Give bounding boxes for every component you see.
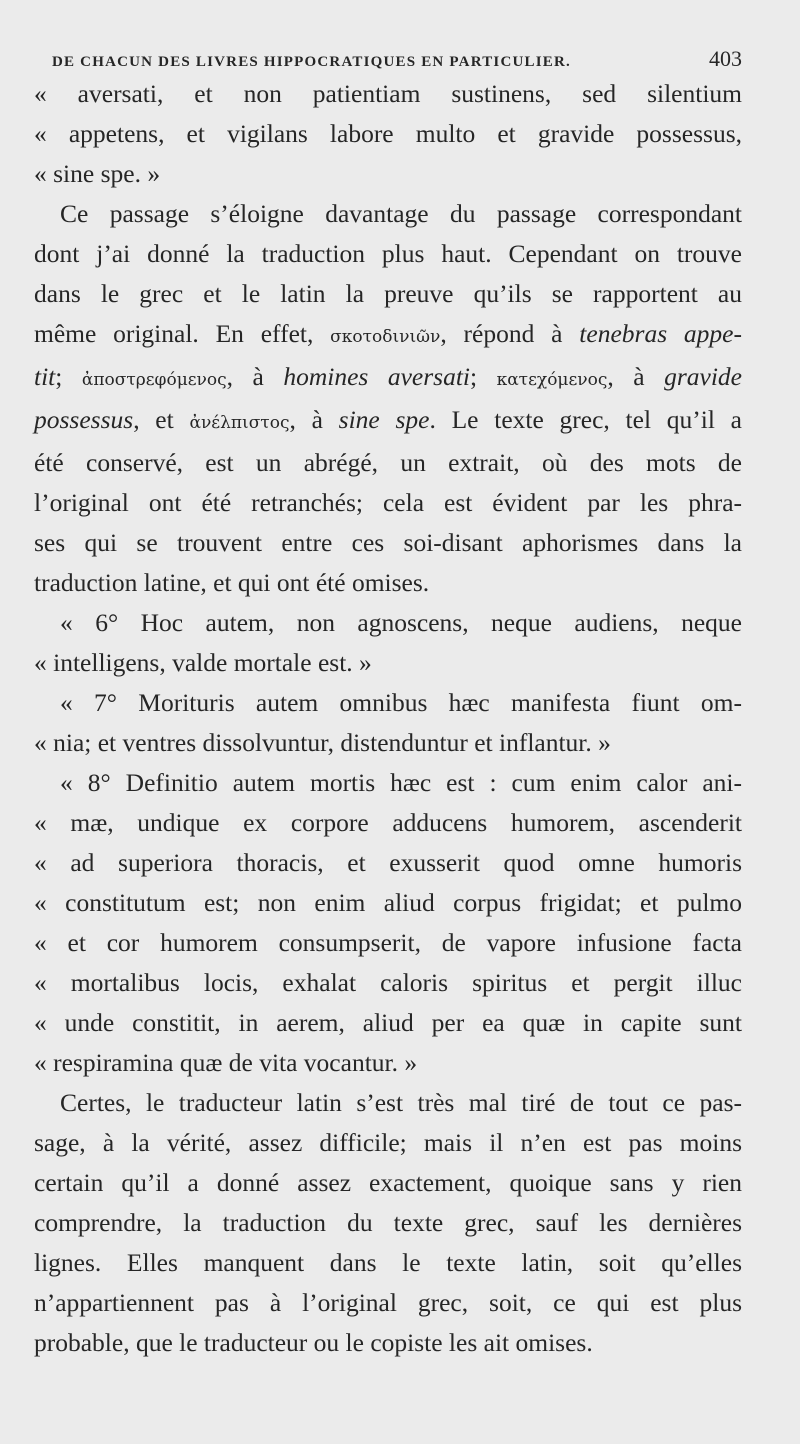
text-run: , à xyxy=(226,362,284,391)
text-line xyxy=(34,443,742,483)
text-run: probable, que le traducteur ou le copiste les ait omises. xyxy=(34,1328,593,1357)
text-line xyxy=(34,114,742,154)
text-run: lignes. Elles manquent dans le texte latin, soit qu’elles xyxy=(34,1248,742,1277)
text-line xyxy=(34,1243,742,1283)
text-run: ses qui se trouvent entre ces soi-disant aphorismes dans la xyxy=(34,528,742,557)
text-line xyxy=(34,763,742,803)
text-run: « mortalibus locis, exhalat caloris spiritus et pergit illuc xyxy=(34,968,742,997)
italic-text: gravide xyxy=(664,362,742,391)
page-number: 403 xyxy=(709,46,742,71)
greek-word: κατεχόμενος xyxy=(496,370,608,390)
text-line xyxy=(34,194,742,234)
text-run: « nia; et ventres dissolvuntur, distenduntur et inflantur. » xyxy=(34,728,611,757)
text-run: « aversati, et non patientiam sustinens, sed silentium xyxy=(34,79,742,108)
text-line xyxy=(34,357,742,400)
text-line xyxy=(34,483,742,523)
italic-text: tit xyxy=(34,362,56,391)
text-run: « sine spe. » xyxy=(34,159,161,188)
text-line xyxy=(34,1083,742,1123)
running-title: DE CHACUN DES LIVRES HIPPOCRATIQUES EN PARTICULIER. xyxy=(52,54,571,70)
text-run: « constitutum est; non enim aliud corpus frigidat; et pulmo xyxy=(34,888,742,917)
text-run: dans le grec et le latin la preuve qu’ils se rapportent au xyxy=(34,279,742,308)
text-line xyxy=(34,1163,742,1203)
running-head xyxy=(34,46,742,72)
text-line xyxy=(34,883,742,923)
italic-text: possessus xyxy=(34,405,134,434)
text-run: l’original ont été retranchés; cela est évident par les phra- xyxy=(34,488,742,517)
text-run: traduction latine, et qui ont été omises. xyxy=(34,568,430,597)
text-run: dont j’ai donné la traduction plus haut. Cependant on trouve xyxy=(34,239,742,268)
text-line xyxy=(34,963,742,1003)
text-run: « 8° Definitio autem mortis hæc est : cum enim calor ani- xyxy=(60,768,742,797)
italic-text: homines aversati xyxy=(283,362,470,391)
text-line xyxy=(34,683,742,723)
text-run: même original. En effet, xyxy=(34,319,331,348)
text-line xyxy=(34,1283,742,1323)
text-line xyxy=(34,74,742,114)
text-line xyxy=(34,843,742,883)
text-line xyxy=(34,643,742,683)
text-line xyxy=(34,523,742,563)
text-line xyxy=(34,234,742,274)
text-run: n’appartiennent pas à l’original grec, soit, ce qui est plus xyxy=(34,1288,742,1317)
text-run: « 7° Morituris autem omnibus hæc manifesta fiunt om- xyxy=(60,688,742,717)
text-line xyxy=(34,400,742,443)
text-run: « mæ, undique ex corpore adducens humorem, ascenderit xyxy=(34,808,742,837)
text-line xyxy=(34,803,742,843)
text-run: comprendre, la traduction du texte grec, sauf les dernières xyxy=(34,1208,742,1237)
text-run: sage, à la vérité, assez difficile; mais il n’en est pas moins xyxy=(34,1128,742,1157)
text-run: « 6° Hoc autem, non agnoscens, neque audiens, neque xyxy=(60,608,742,637)
text-run: été conservé, est un abrégé, un extrait, où des mots de xyxy=(34,448,742,477)
text-run: certain qu’il a donné assez exactement, quoique sans y rien xyxy=(34,1168,742,1197)
text-run: ; xyxy=(55,362,82,391)
text-run: « et cor humorem consumpserit, de vapore infusione facta xyxy=(34,928,742,957)
text-run: « unde constitit, in aerem, aliud per ea quæ in capite sunt xyxy=(34,1008,742,1037)
body-text xyxy=(34,74,742,1363)
text-line xyxy=(34,1043,742,1083)
text-line xyxy=(34,603,742,643)
text-run: , à xyxy=(289,405,339,434)
text-line xyxy=(34,1003,742,1043)
text-line xyxy=(34,923,742,963)
text-line xyxy=(34,1123,742,1163)
italic-text: sine spe xyxy=(338,405,430,434)
text-run: , et xyxy=(133,405,190,434)
text-run: . Le texte grec, tel qu’il a xyxy=(429,405,743,434)
text-run: « ad superiora thoracis, et exusserit quod omne humoris xyxy=(34,848,742,877)
text-line xyxy=(34,154,742,194)
greek-word: ἀνέλπιστος xyxy=(189,413,290,433)
text-run: « intelligens, valde mortale est. » xyxy=(34,648,372,677)
text-line xyxy=(34,274,742,314)
text-line xyxy=(34,1323,742,1363)
greek-word: ἀποστρεφόμενος xyxy=(81,370,227,390)
text-run: , répond à xyxy=(440,319,580,348)
text-run: Ce passage s’éloigne davantage du passage correspondant xyxy=(60,199,742,228)
italic-text: tenebras appe- xyxy=(579,319,742,348)
text-run: , à xyxy=(607,362,665,391)
text-run: ; xyxy=(469,362,497,391)
text-line xyxy=(34,563,742,603)
text-line xyxy=(34,314,742,357)
text-line xyxy=(34,1203,742,1243)
text-line xyxy=(34,723,742,763)
text-run: « respiramina quæ de vita vocantur. » xyxy=(34,1048,418,1077)
text-run: « appetens, et vigilans labore multo et gravide possessus, xyxy=(34,119,742,148)
text-run: Certes, le traducteur latin s’est très mal tiré de tout ce pas- xyxy=(60,1088,742,1117)
greek-word: σκοτοδινιῶν xyxy=(330,327,441,347)
